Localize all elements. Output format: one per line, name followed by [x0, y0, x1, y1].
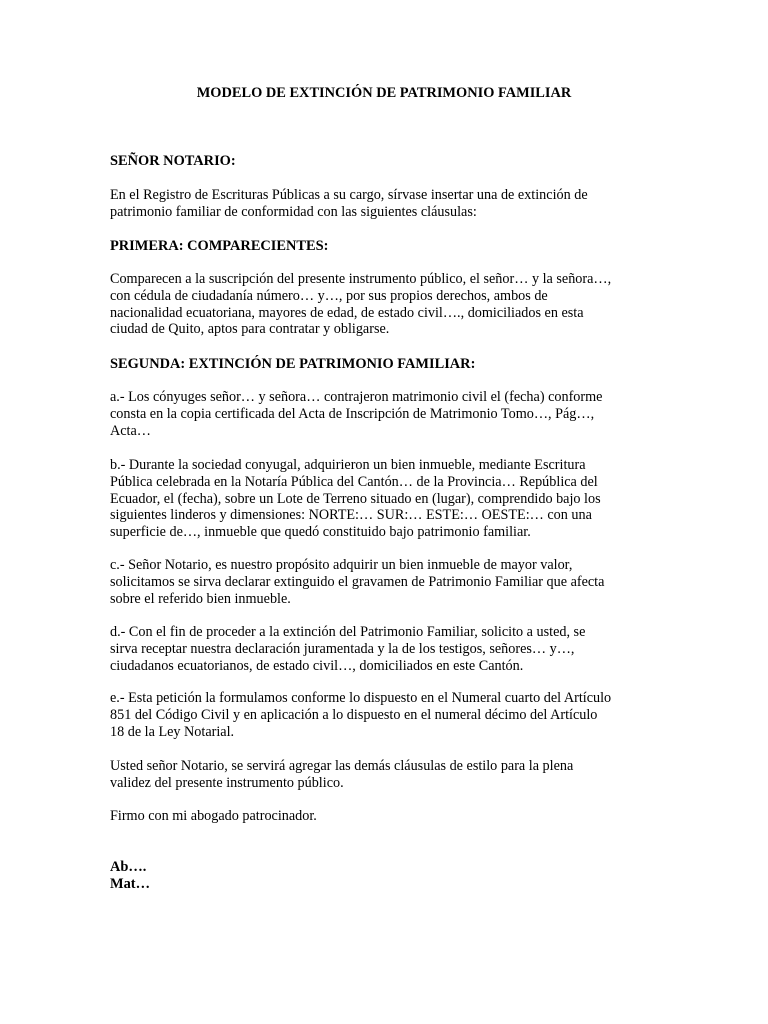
- heading-segunda: SEGUNDA: EXTINCIÓN DE PATRIMONIO FAMILIAR:: [110, 356, 476, 372]
- document-title: MODELO DE EXTINCIÓN DE PATRIMONIO FAMILIAR: [196, 85, 572, 101]
- signature-block: [110, 859, 658, 893]
- paragraph-line: sobre el referido bien inmueble.: [110, 590, 291, 607]
- paragraph-line: con cédula de ciudadanía número… y…, por sus propios derechos, ambos de: [110, 287, 548, 304]
- paragraph-line: superficie de…, inmueble que quedó constituido bajo patrimonio familiar.: [110, 524, 531, 541]
- paragraph-line: siguientes linderos y dimensiones: NORTE:… SUR:… ESTE:… OESTE:… con una: [110, 507, 592, 524]
- signature-mat: Mat…: [110, 875, 150, 892]
- signature-ab: Ab….: [110, 859, 147, 875]
- paragraph-line: ciudad de Quito, aptos para contratar y obligarse.: [110, 321, 390, 338]
- closing-paragraph: [110, 758, 658, 792]
- paragraph-line: patrimonio familiar de conformidad con las siguientes cláusulas:: [110, 203, 477, 220]
- paragraph-d: [110, 624, 658, 674]
- firmo-line: Firmo con mi abogado patrocinador.: [110, 808, 317, 824]
- paragraph-line: ciudadanos ecuatorianos, de estado civil…, domiciliados en este Cantón.: [110, 657, 524, 674]
- paragraph-line: Usted señor Notario, se servirá agregar las demás cláusulas de estilo para la plena: [110, 758, 574, 774]
- paragraph-line: d.- Con el fin de proceder a la extinción del Patrimonio Familiar, solicito a usted, se: [110, 624, 586, 640]
- paragraph-line: En el Registro de Escrituras Públicas a su cargo, sírvase insertar una de extinción de: [110, 187, 588, 203]
- paragraph-line: nacionalidad ecuatoriana, mayores de edad, de estado civil…., domiciliados en esta: [110, 304, 584, 321]
- paragraph-c: [110, 557, 658, 607]
- paragraph-line: Acta…: [110, 422, 151, 439]
- paragraph-line: Pública celebrada en la Notaría Pública del Cantón… de la Provincia… República del: [110, 473, 598, 490]
- primera-paragraph: [110, 271, 658, 338]
- paragraph-line: consta en la copia certificada del Acta de Inscripción de Matrimonio Tomo…, Pág…,: [110, 405, 595, 422]
- paragraph-e: [110, 690, 658, 740]
- paragraph-line: a.- Los cónyuges señor… y señora… contrajeron matrimonio civil el (fecha) conforme: [110, 389, 603, 405]
- paragraph-line: Comparecen a la suscripción del presente instrumento público, el señor… y la señora…,: [110, 271, 612, 287]
- paragraph-b: [110, 457, 658, 541]
- paragraph-line: c.- Señor Notario, es nuestro propósito adquirir un bien inmueble de mayor valor,: [110, 557, 573, 573]
- paragraph-line: Ecuador, el (fecha), sobre un Lote de Terreno situado en (lugar), comprendido bajo los: [110, 490, 601, 507]
- paragraph-line: 18 de la Ley Notarial.: [110, 723, 235, 740]
- heading-primera: PRIMERA: COMPARECIENTES:: [110, 238, 329, 254]
- paragraph-line: e.- Esta petición la formulamos conforme lo dispuesto en el Numeral cuarto del Artículo: [110, 690, 612, 706]
- intro-paragraph: [110, 187, 658, 221]
- paragraph-line: sirva receptar nuestra declaración juramentada y la de los testigos, señores… y…,: [110, 640, 575, 657]
- paragraph-line: 851 del Código Civil y en aplicación a lo dispuesto en el numeral décimo del Artículo: [110, 706, 598, 723]
- salutation: SEÑOR NOTARIO:: [110, 153, 236, 169]
- paragraph-line: validez del presente instrumento público.: [110, 774, 344, 791]
- paragraph-line: b.- Durante la sociedad conyugal, adquirieron un bien inmueble, mediante Escritura: [110, 457, 586, 473]
- paragraph-line: solicitamos se sirva declarar extinguido el gravamen de Patrimonio Familiar que afecta: [110, 573, 605, 590]
- paragraph-a: [110, 389, 658, 439]
